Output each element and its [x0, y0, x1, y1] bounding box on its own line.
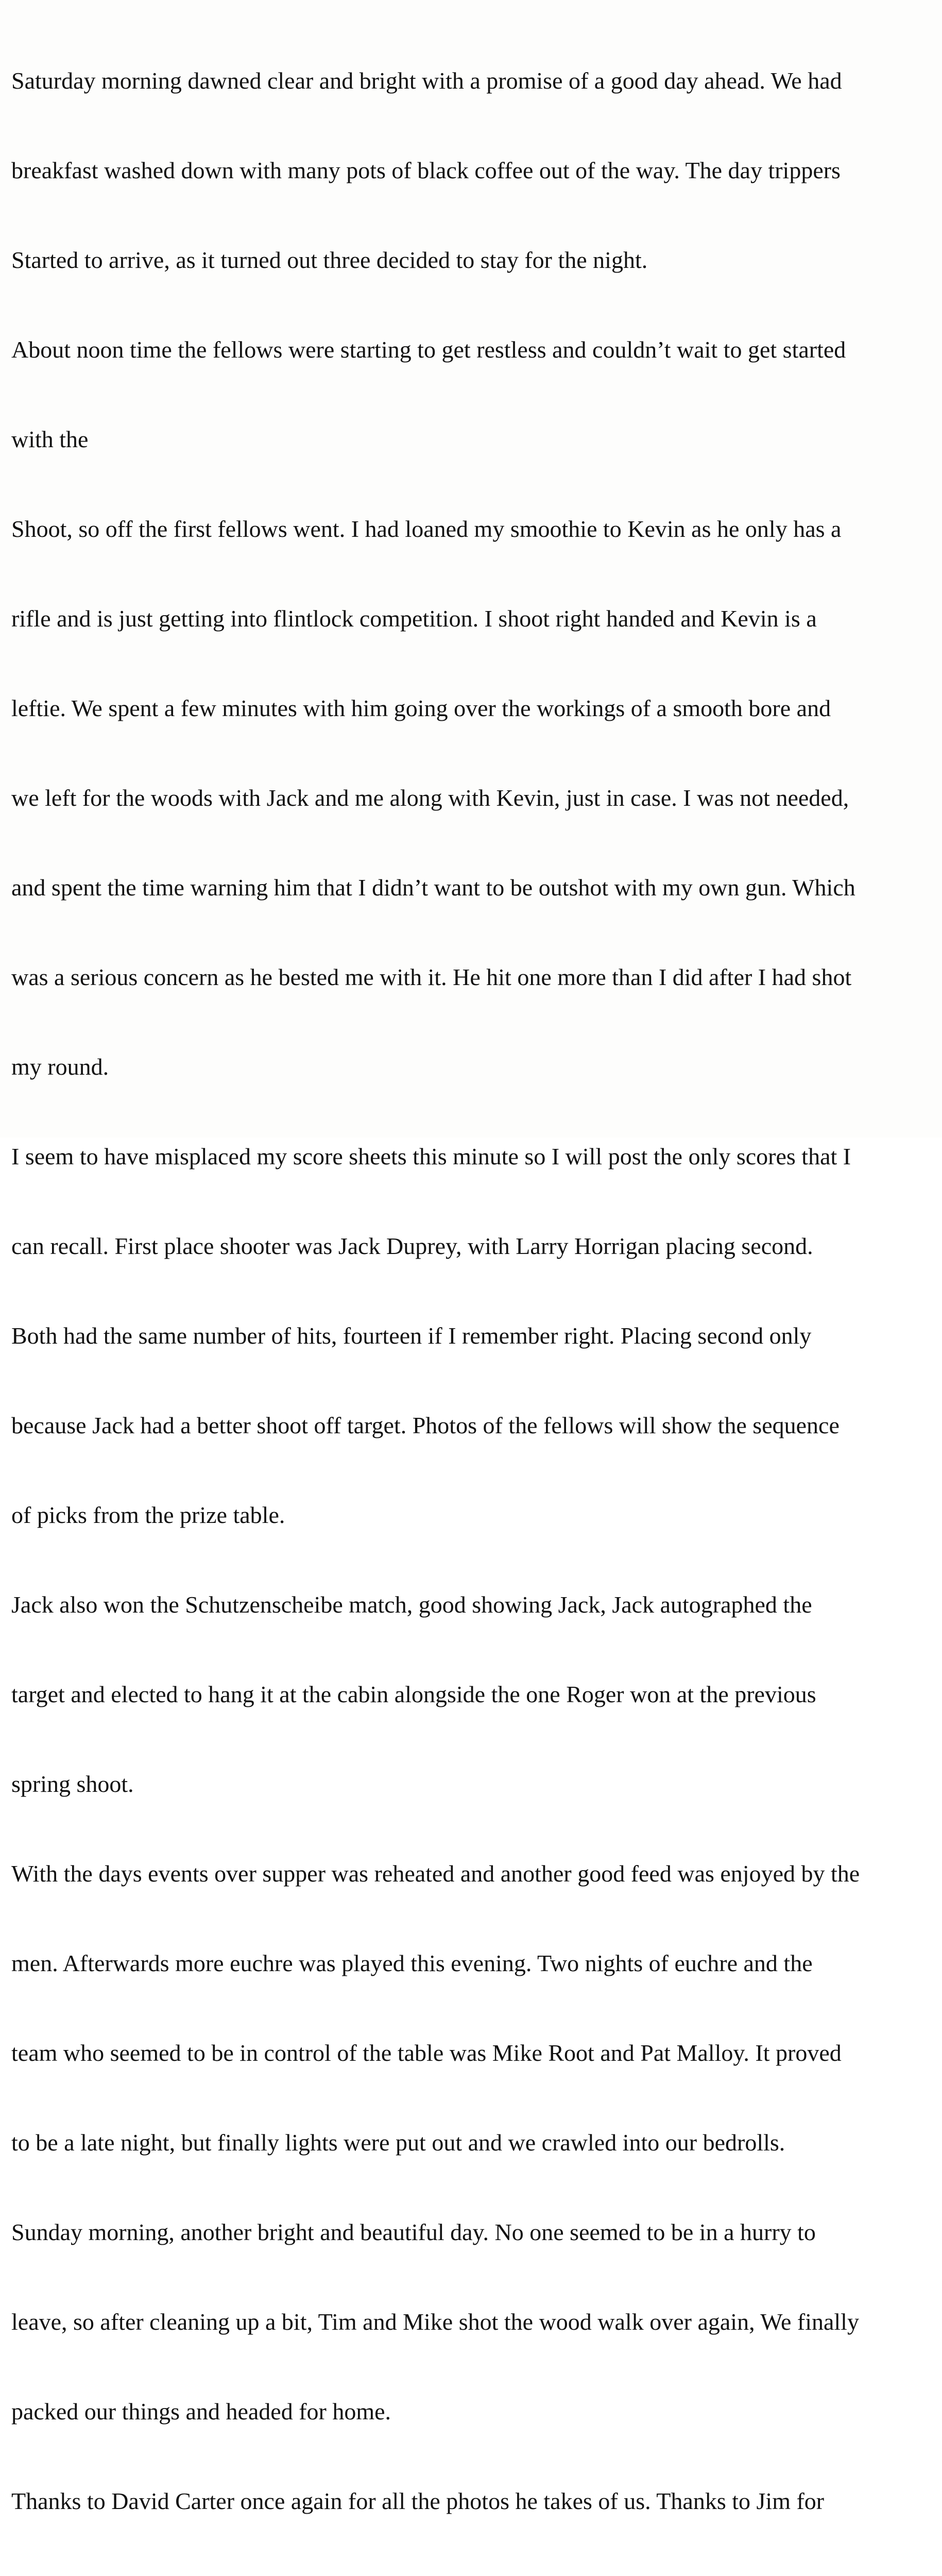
- text-line: because Jack had a better shoot off target. Photos of the fellows will show the sequence: [11, 1412, 840, 1438]
- text-line: packed our things and headed for home.: [11, 2398, 391, 2425]
- text-line: Thanks to David Carter once again for all the photos he takes of us. Thanks to Jim for: [11, 2488, 825, 2514]
- text-line: Sunday morning, another bright and beautiful day. No one seemed to be in a hurry to: [11, 2219, 816, 2245]
- text-line: target and elected to hang it at the cabin alongside the one Roger won at the previous: [11, 1681, 816, 1707]
- text-line: team who seemed to be in control of the table was Mike Root and Pat Malloy. It proved: [11, 2040, 842, 2066]
- text-line: men. Afterwards more euchre was played this evening. Two nights of euchre and the: [11, 1950, 813, 1976]
- text-line: with the: [11, 426, 89, 452]
- text-line: of picks from the prize table.: [11, 1502, 285, 1528]
- text-line: Jack also won the Schutzenscheibe match, good showing Jack, Jack autographed the: [11, 1591, 812, 1618]
- text-line: breakfast washed down with many pots of black coffee out of the way. The day trippers: [11, 157, 841, 183]
- text-line: can recall. First place shooter was Jack Duprey, with Larry Horrigan placing second.: [11, 1233, 813, 1259]
- text-line: Both had the same number of hits, fourteen if I remember right. Placing second only: [11, 1323, 812, 1349]
- text-line: Started to arrive, as it turned out three decided to stay for the night.: [11, 247, 648, 273]
- text-line: my round.: [11, 1054, 109, 1080]
- text-line: Shoot, so off the first fellows went. I had loaned my smoothie to Kevin as he only has a: [11, 516, 842, 542]
- text-line: I seem to have misplaced my score sheets this minute so I will post the only scores that I: [11, 1143, 851, 1170]
- text-line: rifle and is just getting into flintlock competition. I shoot right handed and Kevin is a: [11, 605, 817, 632]
- text-line: to be a late night, but finally lights were put out and we crawled into our bedrolls.: [11, 2129, 785, 2156]
- text-line: About noon time the fellows were starting to get restless and couldn’t wait to get started: [11, 336, 846, 363]
- text-line: leave, so after cleaning up a bit, Tim and Mike shot the wood walk over again, We finally: [11, 2309, 859, 2335]
- text-line: With the days events over supper was reheated and another good feed was enjoyed by the: [11, 1860, 860, 1887]
- letter-body: [11, 6, 938, 2576]
- text-line: spring shoot.: [11, 1771, 134, 1797]
- text-line: we left for the woods with Jack and me along with Kevin, just in case. I was not needed,: [11, 785, 849, 811]
- text-line: was a serious concern as he bested me with it. He hit one more than I did after I had shot: [11, 964, 852, 990]
- text-line: leftie. We spent a few minutes with him going over the workings of a smooth bore and: [11, 695, 831, 721]
- text-line: and spent the time warning him that I didn’t want to be outshot with my own gun. Which: [11, 874, 855, 901]
- text-line: Saturday morning dawned clear and bright with a promise of a good day ahead. We had: [11, 67, 842, 94]
